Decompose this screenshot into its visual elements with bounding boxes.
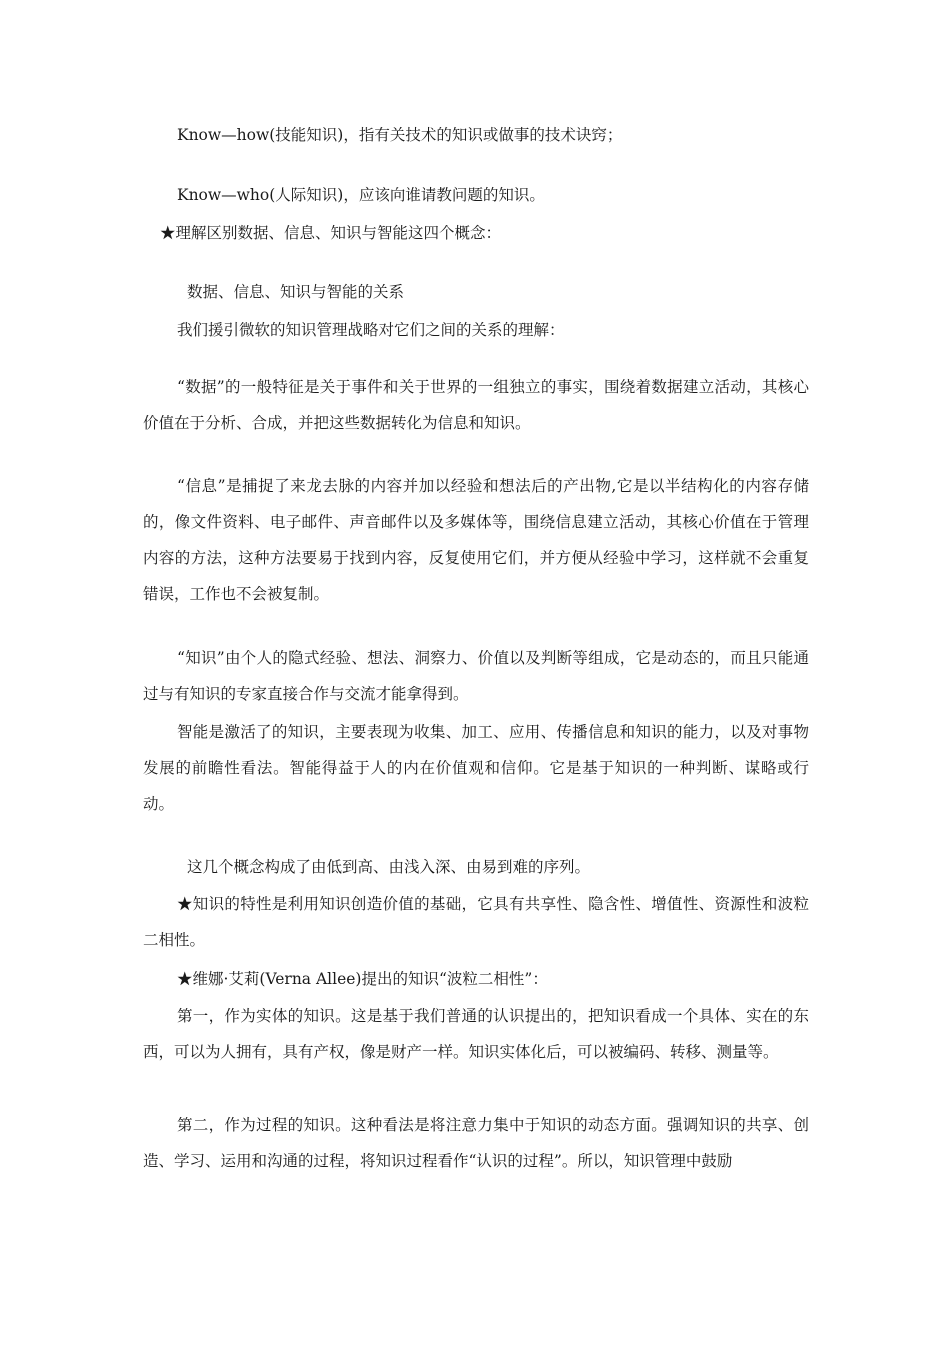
paragraph-verna-allee-star: ★维娜·艾莉(Verna Allee)提出的知识“波粒二相性”：: [177, 970, 548, 988]
paragraph-concepts-star: ★理解区别数据、信息、知识与智能这四个概念：: [160, 224, 502, 242]
paragraph-second-process: 第二，作为过程的知识。这种看法是将注意力集中于知识的动态方面。强调知识的共享、创造、学习、运用和沟通的过程，将知识过程看作“认识的过程”。所以，知识管理中鼓励: [143, 1116, 809, 1170]
paragraph-microsoft-intro: 我们援引微软的知识管理战略对它们之间的关系的理解：: [177, 321, 565, 339]
paragraph-data: “数据”的一般特征是关于事件和关于世界的一组独立的事实，围绕着数据建立活动，其核心价值在于分析、合成，并把这些数据转化为信息和知识。: [143, 378, 809, 432]
paragraph-intelligence: 智能是激活了的知识，主要表现为收集、加工、应用、传播信息和知识的能力，以及对事物发展的前瞻性看法。智能得益于人的内在价值观和信仰。它是基于知识的一种判断、谋略或行动。: [143, 723, 809, 813]
paragraph-know-how: Know—how(技能知识)，指有关技术的知识或做事的技术诀窍；: [177, 126, 623, 144]
section-heading: 数据、信息、知识与智能的关系: [187, 283, 405, 301]
paragraph-know-who: Know—who(人际知识)，应该向谁请教问题的知识。: [177, 186, 545, 204]
paragraph-characteristics-star: ★知识的特性是利用知识创造价值的基础，它具有共享性、隐含性、增值性、资源性和波粒二相性。: [143, 895, 809, 949]
paragraph-first-entity: 第一，作为实体的知识。这是基于我们普通的认识提出的，把知识看成一个具体、实在的东西，可以为人拥有，具有产权，像是财产一样。知识实体化后，可以被编码、转移、测量等。: [143, 1007, 809, 1061]
paragraph-knowledge: “知识”由个人的隐式经验、想法、洞察力、价值以及判断等组成，它是动态的，而且只能通过与有知识的专家直接合作与交流才能拿得到。: [143, 649, 809, 703]
paragraph-information: “信息”是捕捉了来龙去脉的内容并加以经验和想法后的产出物,它是以半结构化的内容存储的，像文件资料、电子邮件、声音邮件以及多媒体等，围绕信息建立活动，其核心价值在于管理内容的方法，这种方法要易于找到内容，反复使用它们，并方便从经验中学习，这样就不会重复错误，工作也不会被复制。: [143, 477, 809, 603]
paragraph-sequence: 这几个概念构成了由低到高、由浅入深、由易到难的序列。: [187, 858, 591, 876]
